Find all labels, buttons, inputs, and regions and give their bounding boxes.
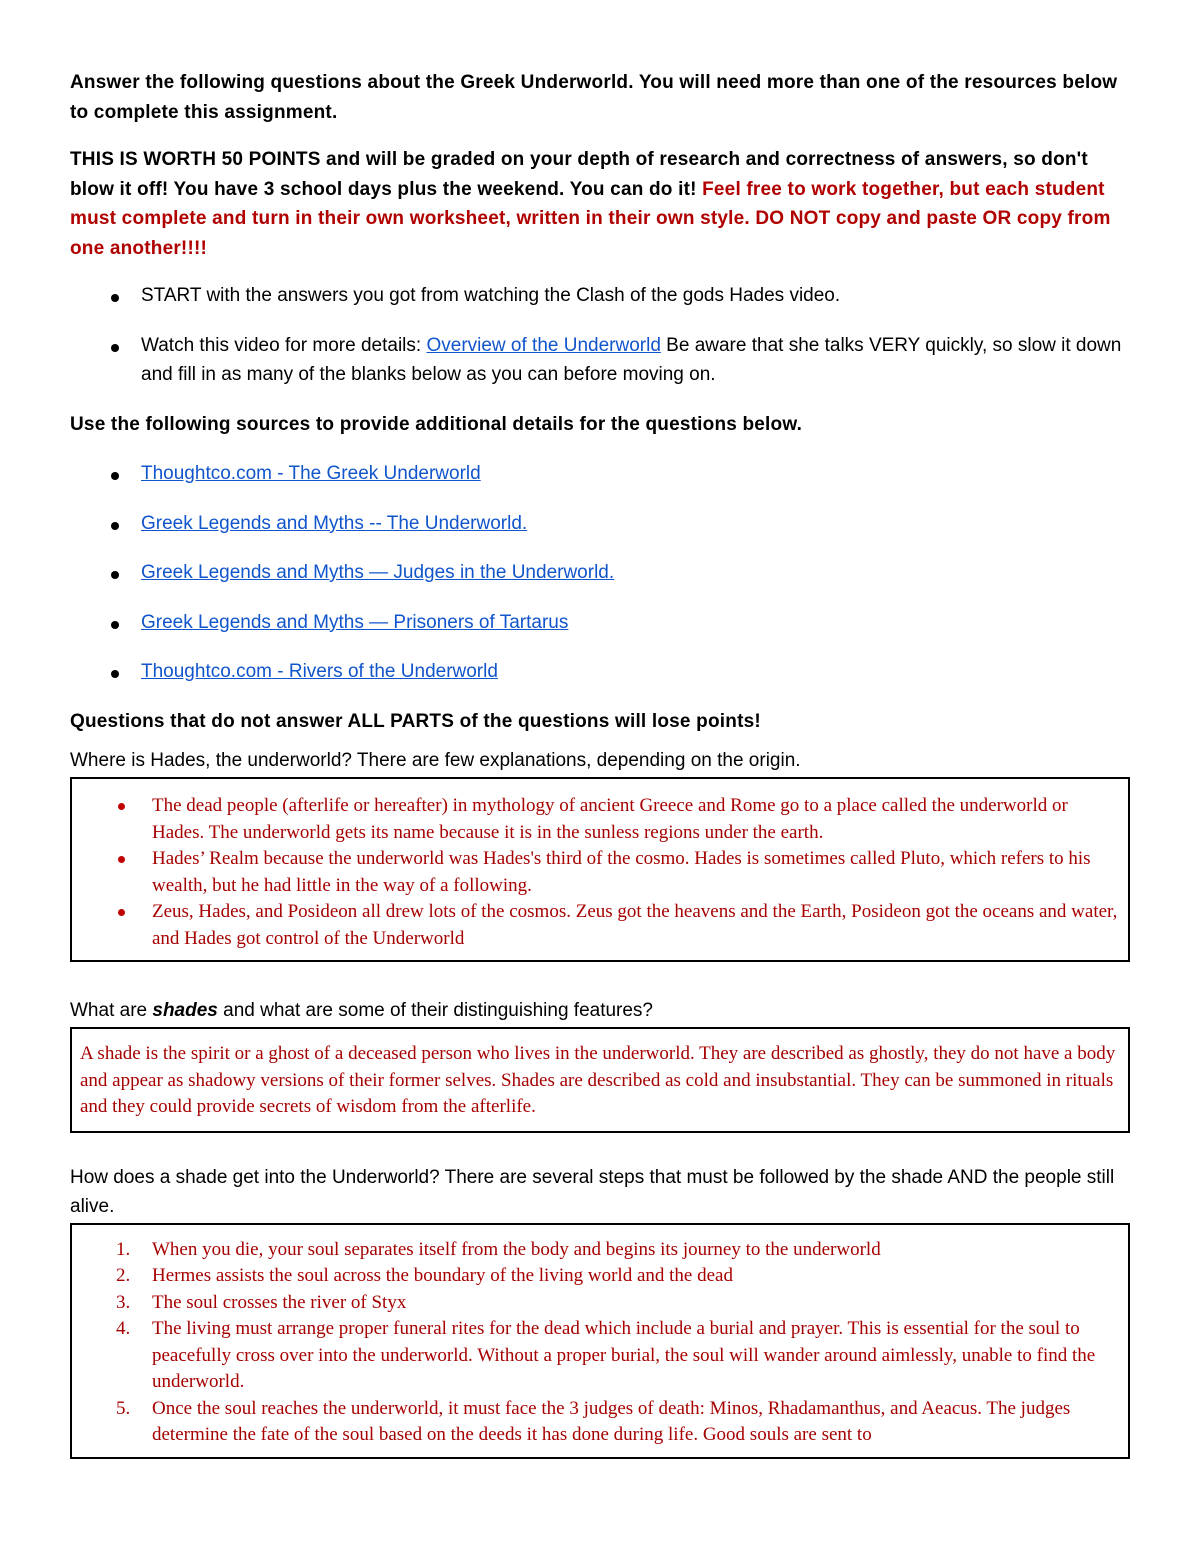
question-1: Where is Hades, the underworld? There are few explanations, depending on the origin.: [70, 750, 801, 771]
answer-2-text: A shade is the spirit or a ghost of a deceased person who lives in the underworld. They are described as ghostly, they do not have a body and appear as shadowy versions of their former selves. Shades are described as cold and insubstantial. They can be summoned in rituals and they could provide secrets of wisdom from the afterlife.: [80, 1043, 1116, 1117]
instruction-start-text: START with the answers you got from watching the Clash of the gods Hades video.: [141, 285, 841, 306]
step-text: Once the soul reaches the underworld, it must face the 3 judges of death: Minos, Rhadamanthus, and Aeacus. The judges determine the fate of the soul based on the deeds it has done during life. Good souls are sent to: [152, 1397, 1071, 1445]
spacer: [70, 962, 1130, 996]
answer-1-text: Zeus, Hades, and Posideon all drew lots of the cosmos. Zeus got the heavens and the Earth, Posideon got the oceans and water, and Hades got control of the Underworld: [152, 901, 1118, 949]
step-text: The soul crosses the river of Styx: [152, 1291, 407, 1313]
step-number: 1.: [116, 1238, 131, 1260]
points-warning: Questions that do not answer ALL PARTS of the questions will lose points!: [70, 710, 761, 732]
points-notice-warning: Feel free to work together, but each student must complete and turn in their own worksheet, written in their own style. DO NOT copy and paste OR copy from one another!!!!: [70, 178, 1111, 259]
bullet-icon: [111, 670, 119, 678]
answer-3-steps: [82, 1237, 1118, 1449]
overview-video-link[interactable]: Overview of the Underworld: [426, 334, 661, 356]
step-text: When you die, your soul separates itself from the body and begins its journey to the underworld: [152, 1238, 881, 1260]
answer-1-item: [82, 793, 1118, 846]
sources-heading: Use the following sources to provide additional details for the questions below.: [70, 413, 803, 435]
spacer: [70, 1133, 1130, 1163]
points-notice: [70, 145, 1130, 263]
answer-3-step: [82, 1237, 1118, 1264]
question-2-after: and what are some of their distinguishing features?: [217, 1000, 654, 1021]
bullet-icon: [118, 856, 125, 863]
points-notice-main: THIS IS WORTH 50 POINTS and will be graded on your depth of research and correctness of answers, so don't blow it off! You have 3 school days plus the weekend. You can do it!: [70, 149, 1088, 200]
answer-box-2[interactable]: [70, 1027, 1130, 1133]
bullet-icon: [118, 909, 125, 916]
step-text: Hermes assists the soul across the boundary of the living world and the dead: [152, 1265, 733, 1286]
step-number: 4.: [116, 1318, 131, 1339]
bullet-icon: [111, 571, 119, 579]
instruction-item-start: [70, 281, 1130, 311]
source-item: [70, 509, 1130, 539]
question-2-before: What are: [70, 1000, 153, 1021]
question-2: [70, 996, 1130, 1025]
answer-3-step: [82, 1290, 1118, 1317]
source-link-legends-judges[interactable]: Greek Legends and Myths — Judges in the Underworld.: [141, 562, 615, 583]
answer-1-list: [82, 793, 1118, 952]
answer-3-step: [82, 1396, 1118, 1449]
source-item: [70, 558, 1130, 588]
bullet-icon: [111, 522, 119, 530]
bullet-icon: [111, 621, 119, 629]
answer-1-item: [82, 846, 1118, 899]
source-link-thoughtco-underworld[interactable]: Thoughtco.com - The Greek Underworld: [141, 463, 481, 484]
source-link-legends-tartarus[interactable]: Greek Legends and Myths — Prisoners of Tartarus: [141, 611, 569, 633]
bullet-icon: [118, 803, 125, 810]
answer-box-3[interactable]: [70, 1223, 1130, 1459]
answer-1-text: Hades’ Realm because the underworld was Hades's third of the cosmo. Hades is sometimes called Pluto, which refers to his wealth, but he had little in the way of a following.: [152, 848, 1091, 896]
bullet-icon: [111, 472, 119, 480]
answer-3-step: [82, 1263, 1118, 1290]
worksheet-content: [70, 68, 1130, 1459]
source-item: [70, 657, 1130, 687]
step-number: 3.: [116, 1291, 131, 1313]
instruction-video-after: Be aware that she talks VERY quickly, so slow it down and fill in as many of the blanks below as you can before moving on.: [141, 334, 1122, 385]
question-2-emphasis: shades: [152, 1000, 218, 1021]
instructions-list: [70, 281, 1130, 390]
answer-1-text: The dead people (afterlife or hereafter) in mythology of ancient Greece and Rome go to a place called the underworld or Hades. The underworld gets its name because it is in the sunless regions under the earth.: [152, 795, 1068, 843]
source-item: [70, 608, 1130, 638]
answer-box-1[interactable]: [70, 777, 1130, 962]
source-link-legends-underworld[interactable]: Greek Legends and Myths -- The Underworld.: [141, 512, 528, 534]
bullet-icon: [111, 344, 119, 352]
instruction-video-before: Watch this video for more details:: [141, 334, 427, 356]
intro-text: Answer the following questions about the Greek Underworld. You will need more than one of the resources below to complete this assignment.: [70, 72, 1118, 123]
source-item: [70, 459, 1130, 489]
answer-3-step: [82, 1316, 1118, 1396]
answer-1-item: [82, 899, 1118, 952]
step-number: 5.: [116, 1397, 131, 1419]
question-3: How does a shade get into the Underworld? There are several steps that must be followed by the shade AND the people still alive.: [70, 1166, 1115, 1217]
step-number: 2.: [116, 1265, 131, 1286]
sources-list: [70, 459, 1130, 687]
step-text: The living must arrange proper funeral rites for the dead which include a burial and prayer. This is essential for the soul to peacefully cross over into the underworld. Without a proper burial, the soul will wander around aimlessly, unable to find the underworld.: [152, 1318, 1096, 1392]
instruction-item-video: [70, 331, 1130, 390]
source-link-thoughtco-rivers[interactable]: Thoughtco.com - Rivers of the Underworld: [141, 661, 498, 682]
bullet-icon: [111, 294, 119, 302]
